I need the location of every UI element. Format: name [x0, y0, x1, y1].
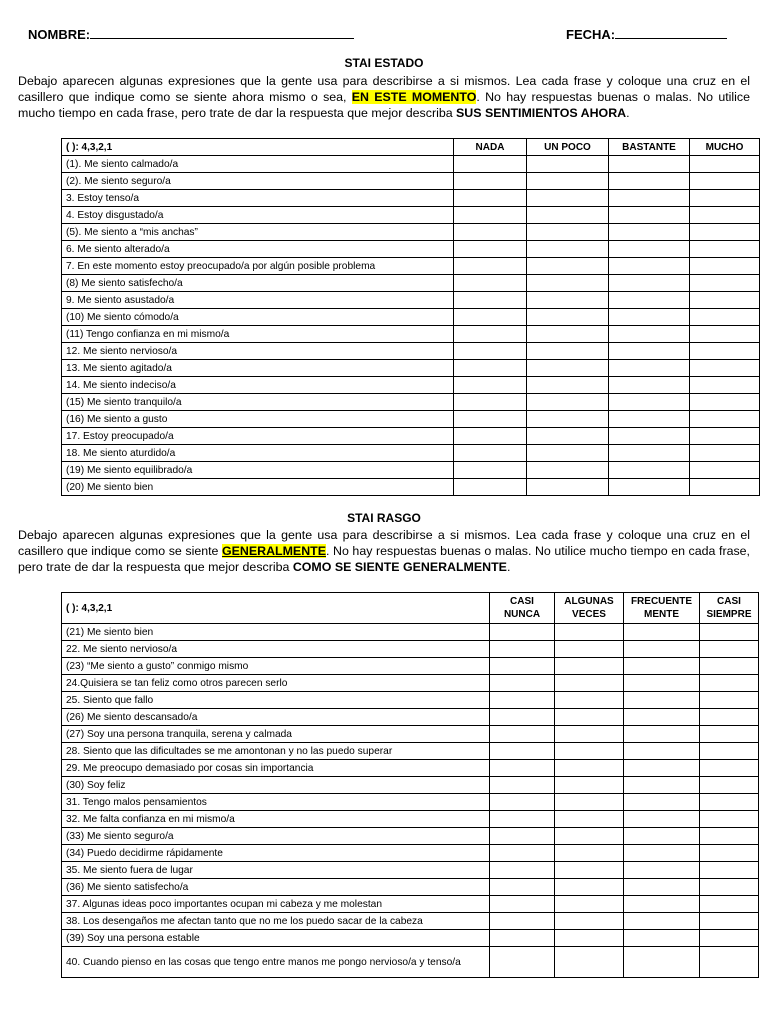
item-statement: (19) Me siento equilibrado/a [62, 462, 454, 479]
answer-cell-algunas-veces[interactable] [555, 658, 624, 675]
intro-estado-bold: SUS SENTIMIENTOS AHORA [456, 106, 627, 120]
answer-cell-casi-siempre[interactable] [700, 692, 759, 709]
answer-cell-mucho[interactable] [690, 258, 760, 275]
answer-cell-algunas-veces[interactable] [555, 811, 624, 828]
answer-cell-nada[interactable] [454, 377, 527, 394]
answer-cell-algunas-veces[interactable] [555, 879, 624, 896]
answer-cell-mucho[interactable] [690, 173, 760, 190]
answer-cell-un-poco[interactable] [527, 275, 609, 292]
answer-cell-mucho[interactable] [690, 377, 760, 394]
answer-cell-bastante[interactable] [609, 377, 690, 394]
table-row [62, 309, 760, 326]
answer-cell-frecuentemente[interactable] [624, 692, 700, 709]
answer-cell-casi-nunca[interactable] [490, 862, 555, 879]
answer-cell-mucho[interactable] [690, 207, 760, 224]
intro-estado-text-3: . [626, 106, 630, 120]
item-statement: 9. Me siento asustado/a [62, 292, 454, 309]
answer-cell-un-poco[interactable] [527, 326, 609, 343]
answer-cell-mucho[interactable] [690, 445, 760, 462]
answer-cell-algunas-veces[interactable] [555, 794, 624, 811]
scoring-legend-estado: ( ): 4,3,2,1 [62, 139, 454, 156]
table-row [62, 777, 759, 794]
answer-cell-nada[interactable] [454, 343, 527, 360]
column-header-frecuentemente: FRECUENTE MENTE [624, 593, 700, 624]
item-statement: (15) Me siento tranquilo/a [62, 394, 454, 411]
item-statement: 35. Me siento fuera de lugar [62, 862, 490, 879]
answer-cell-frecuentemente[interactable] [624, 794, 700, 811]
column-header-mucho: MUCHO [690, 139, 760, 156]
answer-cell-casi-nunca[interactable] [490, 709, 555, 726]
answer-cell-nada[interactable] [454, 326, 527, 343]
intro-estado-highlight: EN ESTE MOMENTO [351, 90, 477, 104]
answer-cell-frecuentemente[interactable] [624, 862, 700, 879]
answer-cell-un-poco[interactable] [527, 173, 609, 190]
answer-cell-casi-nunca[interactable] [490, 692, 555, 709]
item-statement: 18. Me siento aturdido/a [62, 445, 454, 462]
answer-cell-casi-siempre[interactable] [700, 896, 759, 913]
answer-cell-casi-nunca[interactable] [490, 811, 555, 828]
date-label: FECHA: [566, 27, 616, 42]
stai-rasgo-rows [62, 624, 759, 978]
answer-cell-mucho[interactable] [690, 275, 760, 292]
answer-cell-bastante[interactable] [609, 275, 690, 292]
intro-rasgo [18, 527, 750, 575]
item-statement: 32. Me falta confianza en mi mismo/a [62, 811, 490, 828]
answer-cell-un-poco[interactable] [527, 156, 609, 173]
answer-cell-un-poco[interactable] [527, 377, 609, 394]
answer-cell-casi-siempre[interactable] [700, 726, 759, 743]
answer-cell-bastante[interactable] [609, 156, 690, 173]
answer-cell-frecuentemente[interactable] [624, 624, 700, 641]
item-statement: 24.Quisiera se tan feliz como otros parecen serlo [62, 675, 490, 692]
table-row [62, 224, 760, 241]
answer-cell-mucho[interactable] [690, 343, 760, 360]
item-statement: 4. Estoy disgustado/a [62, 207, 454, 224]
answer-cell-un-poco[interactable] [527, 224, 609, 241]
answer-cell-casi-siempre[interactable] [700, 947, 759, 978]
item-statement: 13. Me siento agitado/a [62, 360, 454, 377]
answer-cell-mucho[interactable] [690, 224, 760, 241]
item-statement: (27) Soy una persona tranquila, serena y calmada [62, 726, 490, 743]
table-row [62, 828, 759, 845]
table-row [62, 726, 759, 743]
item-statement: 17. Estoy preocupado/a [62, 428, 454, 445]
answer-cell-casi-siempre[interactable] [700, 709, 759, 726]
answer-cell-frecuentemente[interactable] [624, 743, 700, 760]
answer-cell-frecuentemente[interactable] [624, 675, 700, 692]
table-row [62, 913, 759, 930]
answer-cell-casi-nunca[interactable] [490, 828, 555, 845]
table-row [62, 743, 759, 760]
answer-cell-casi-siempre[interactable] [700, 675, 759, 692]
answer-cell-nada[interactable] [454, 156, 527, 173]
answer-cell-casi-siempre[interactable] [700, 624, 759, 641]
table-row [62, 343, 760, 360]
answer-cell-mucho[interactable] [690, 326, 760, 343]
answer-cell-casi-siempre[interactable] [700, 828, 759, 845]
answer-cell-casi-nunca[interactable] [490, 913, 555, 930]
item-statement: (2). Me siento seguro/a [62, 173, 454, 190]
answer-cell-nada[interactable] [454, 258, 527, 275]
item-statement: (8) Me siento satisfecho/a [62, 275, 454, 292]
answer-cell-mucho[interactable] [690, 479, 760, 496]
answer-cell-bastante[interactable] [609, 445, 690, 462]
answer-cell-bastante[interactable] [609, 173, 690, 190]
answer-cell-nada[interactable] [454, 445, 527, 462]
item-statement: (20) Me siento bien [62, 479, 454, 496]
answer-cell-casi-nunca[interactable] [490, 879, 555, 896]
answer-cell-nada[interactable] [454, 241, 527, 258]
column-header-un-poco: UN POCO [527, 139, 609, 156]
table-row [62, 811, 759, 828]
answer-cell-casi-siempre[interactable] [700, 930, 759, 947]
answer-cell-casi-nunca[interactable] [490, 896, 555, 913]
item-statement: (34) Puedo decidirme rápidamente [62, 845, 490, 862]
answer-cell-nada[interactable] [454, 428, 527, 445]
answer-cell-nada[interactable] [454, 173, 527, 190]
answer-cell-casi-siempre[interactable] [700, 913, 759, 930]
answer-cell-un-poco[interactable] [527, 309, 609, 326]
answer-cell-nada[interactable] [454, 479, 527, 496]
answer-cell-bastante[interactable] [609, 326, 690, 343]
table-row [62, 173, 760, 190]
date-blank-line[interactable] [615, 26, 727, 39]
answer-cell-casi-nunca[interactable] [490, 777, 555, 794]
answer-cell-mucho[interactable] [690, 190, 760, 207]
answer-cell-bastante[interactable] [609, 207, 690, 224]
answer-cell-casi-nunca[interactable] [490, 760, 555, 777]
answer-cell-bastante[interactable] [609, 258, 690, 275]
item-statement: (5). Me siento a “mis anchas” [62, 224, 454, 241]
answer-cell-mucho[interactable] [690, 394, 760, 411]
item-statement: (11) Tengo confianza en mi mismo/a [62, 326, 454, 343]
answer-cell-casi-siempre[interactable] [700, 777, 759, 794]
answer-cell-nada[interactable] [454, 207, 527, 224]
answer-cell-un-poco[interactable] [527, 292, 609, 309]
table-row [62, 692, 759, 709]
intro-rasgo-text-1: Debajo aparecen algunas expresiones que la gente usa para describirse a si mismos. Lea cada frase y coloque una cruz en el casillero que indique como se siente [18, 528, 750, 558]
answer-cell-mucho[interactable] [690, 360, 760, 377]
scoring-legend-rasgo: ( ): 4,3,2,1 [62, 593, 490, 624]
answer-cell-un-poco[interactable] [527, 241, 609, 258]
answer-cell-algunas-veces[interactable] [555, 641, 624, 658]
answer-cell-algunas-veces[interactable] [555, 760, 624, 777]
answer-cell-nada[interactable] [454, 275, 527, 292]
answer-cell-frecuentemente[interactable] [624, 913, 700, 930]
answer-cell-casi-siempre[interactable] [700, 845, 759, 862]
answer-cell-algunas-veces[interactable] [555, 947, 624, 978]
answer-cell-casi-siempre[interactable] [700, 641, 759, 658]
item-statement: 38. Los desengaños me afectan tanto que no me los puedo sacar de la cabeza [62, 913, 490, 930]
answer-cell-frecuentemente[interactable] [624, 777, 700, 794]
item-statement: 12. Me siento nervioso/a [62, 343, 454, 360]
answer-cell-algunas-veces[interactable] [555, 777, 624, 794]
intro-rasgo-bold: COMO SE SIENTE GENERALMENTE [292, 560, 507, 574]
item-statement: 7. En este momento estoy preocupado/a por algún posible problema [62, 258, 454, 275]
item-statement: (10) Me siento cómodo/a [62, 309, 454, 326]
table-row [62, 930, 759, 947]
section-title-estado: STAI ESTADO [344, 56, 424, 70]
answer-cell-mucho[interactable] [690, 309, 760, 326]
stai-estado-table [61, 138, 760, 496]
date-field[interactable] [566, 26, 727, 42]
answer-cell-casi-nunca[interactable] [490, 743, 555, 760]
answer-cell-bastante[interactable] [609, 309, 690, 326]
answer-cell-frecuentemente[interactable] [624, 658, 700, 675]
table-row [62, 190, 760, 207]
table-row [62, 360, 760, 377]
answer-cell-mucho[interactable] [690, 292, 760, 309]
table-row [62, 658, 759, 675]
column-header-nada: NADA [454, 139, 527, 156]
answer-cell-casi-nunca[interactable] [490, 624, 555, 641]
answer-cell-un-poco[interactable] [527, 479, 609, 496]
answer-cell-bastante[interactable] [609, 479, 690, 496]
item-statement: (36) Me siento satisfecho/a [62, 879, 490, 896]
answer-cell-mucho[interactable] [690, 241, 760, 258]
answer-cell-algunas-veces[interactable] [555, 692, 624, 709]
answer-cell-frecuentemente[interactable] [624, 879, 700, 896]
answer-cell-algunas-veces[interactable] [555, 743, 624, 760]
answer-cell-nada[interactable] [454, 190, 527, 207]
answer-cell-un-poco[interactable] [527, 258, 609, 275]
table-row [62, 258, 760, 275]
column-header-casi-nunca: CASI NUNCA [490, 593, 555, 624]
answer-cell-bastante[interactable] [609, 292, 690, 309]
answer-cell-un-poco[interactable] [527, 411, 609, 428]
table-row [62, 624, 759, 641]
answer-cell-algunas-veces[interactable] [555, 675, 624, 692]
answer-cell-casi-siempre[interactable] [700, 743, 759, 760]
answer-cell-mucho[interactable] [690, 411, 760, 428]
answer-cell-algunas-veces[interactable] [555, 709, 624, 726]
item-statement: 29. Me preocupo demasiado por cosas sin importancia [62, 760, 490, 777]
table-row [62, 207, 760, 224]
answer-cell-algunas-veces[interactable] [555, 828, 624, 845]
answer-cell-frecuentemente[interactable] [624, 760, 700, 777]
table-row [62, 641, 759, 658]
item-statement: (1). Me siento calmado/a [62, 156, 454, 173]
table-row [62, 156, 760, 173]
stai-estado-rows [62, 156, 760, 496]
table-row [62, 479, 760, 496]
answer-cell-frecuentemente[interactable] [624, 709, 700, 726]
item-statement: (30) Soy feliz [62, 777, 490, 794]
answer-cell-bastante[interactable] [609, 394, 690, 411]
answer-cell-bastante[interactable] [609, 428, 690, 445]
answer-cell-casi-nunca[interactable] [490, 726, 555, 743]
answer-cell-mucho[interactable] [690, 156, 760, 173]
table-row [62, 445, 760, 462]
answer-cell-bastante[interactable] [609, 224, 690, 241]
answer-cell-nada[interactable] [454, 360, 527, 377]
table-row [62, 394, 760, 411]
answer-cell-bastante[interactable] [609, 343, 690, 360]
answer-cell-casi-siempre[interactable] [700, 862, 759, 879]
table-row [62, 896, 759, 913]
item-statement: (21) Me siento bien [62, 624, 490, 641]
answer-cell-frecuentemente[interactable] [624, 947, 700, 978]
answer-cell-frecuentemente[interactable] [624, 726, 700, 743]
item-statement: 22. Me siento nervioso/a [62, 641, 490, 658]
section-title-rasgo: STAI RASGO [347, 511, 421, 525]
answer-cell-un-poco[interactable] [527, 207, 609, 224]
answer-cell-frecuentemente[interactable] [624, 845, 700, 862]
answer-cell-un-poco[interactable] [527, 394, 609, 411]
intro-estado [18, 73, 750, 121]
answer-cell-un-poco[interactable] [527, 360, 609, 377]
item-statement: 40. Cuando pienso en las cosas que tengo entre manos me pongo nervioso/a y tenso/a [62, 947, 490, 978]
item-statement: 37. Algunas ideas poco importantes ocupan mi cabeza y me molestan [62, 896, 490, 913]
table-row [62, 292, 760, 309]
table-row [62, 879, 759, 896]
answer-cell-mucho[interactable] [690, 462, 760, 479]
table-row [62, 709, 759, 726]
name-label: NOMBRE: [28, 27, 91, 42]
answer-cell-bastante[interactable] [609, 190, 690, 207]
answer-cell-frecuentemente[interactable] [624, 641, 700, 658]
answer-cell-algunas-veces[interactable] [555, 726, 624, 743]
answer-cell-casi-siempre[interactable] [700, 794, 759, 811]
answer-cell-casi-nunca[interactable] [490, 658, 555, 675]
answer-cell-frecuentemente[interactable] [624, 828, 700, 845]
answer-cell-algunas-veces[interactable] [555, 896, 624, 913]
table-row [62, 428, 760, 445]
intro-estado-text-2: . No hay respuestas buenas o malas. No utilice mucho tiempo en cada frase, pero trate de dar la respuesta que mejor describa [18, 90, 750, 120]
answer-cell-frecuentemente[interactable] [624, 930, 700, 947]
answer-cell-casi-nunca[interactable] [490, 675, 555, 692]
table-row [62, 760, 759, 777]
answer-cell-casi-siempre[interactable] [700, 879, 759, 896]
answer-cell-casi-nunca[interactable] [490, 947, 555, 978]
answer-cell-algunas-veces[interactable] [555, 862, 624, 879]
item-statement: 28. Siento que las dificultades se me amontonan y no las puedo superar [62, 743, 490, 760]
answer-cell-nada[interactable] [454, 224, 527, 241]
table-row [62, 377, 760, 394]
answer-cell-un-poco[interactable] [527, 445, 609, 462]
answer-cell-algunas-veces[interactable] [555, 913, 624, 930]
answer-cell-algunas-veces[interactable] [555, 845, 624, 862]
table-row [62, 845, 759, 862]
table-row [62, 326, 760, 343]
answer-cell-casi-siempre[interactable] [700, 658, 759, 675]
table-row [62, 794, 759, 811]
item-statement: 6. Me siento alterado/a [62, 241, 454, 258]
answer-cell-un-poco[interactable] [527, 428, 609, 445]
answer-cell-un-poco[interactable] [527, 462, 609, 479]
item-statement: (26) Me siento descansado/a [62, 709, 490, 726]
item-statement: 31. Tengo malos pensamientos [62, 794, 490, 811]
stai-rasgo-table [61, 592, 759, 978]
answer-cell-un-poco[interactable] [527, 343, 609, 360]
table-row [62, 241, 760, 258]
answer-cell-nada[interactable] [454, 292, 527, 309]
answer-cell-nada[interactable] [454, 309, 527, 326]
table-row [62, 947, 759, 978]
answer-cell-bastante[interactable] [609, 462, 690, 479]
table-row [62, 275, 760, 292]
answer-cell-casi-nunca[interactable] [490, 641, 555, 658]
name-field[interactable] [28, 26, 354, 42]
intro-estado-text-1: Debajo aparecen algunas expresiones que la gente usa para describirse a si mismos. Lea cada frase y coloque una cruz en el casillero que indique como se siente ahora mismo o sea, [18, 74, 750, 104]
item-statement: (16) Me siento a gusto [62, 411, 454, 428]
answer-cell-casi-siempre[interactable] [700, 760, 759, 777]
item-statement: (33) Me siento seguro/a [62, 828, 490, 845]
column-header-algunas-veces: ALGUNAS VECES [555, 593, 624, 624]
table-row [62, 462, 760, 479]
answer-cell-frecuentemente[interactable] [624, 896, 700, 913]
table-row [62, 675, 759, 692]
answer-cell-casi-nunca[interactable] [490, 845, 555, 862]
answer-cell-algunas-veces[interactable] [555, 930, 624, 947]
intro-rasgo-text-3: . [506, 560, 511, 574]
intro-rasgo-highlight: GENERALMENTE [222, 544, 326, 558]
answer-cell-bastante[interactable] [609, 360, 690, 377]
item-statement: (23) “Me siento a gusto” conmigo mismo [62, 658, 490, 675]
table-row [62, 411, 760, 428]
item-statement: 3. Estoy tenso/a [62, 190, 454, 207]
answer-cell-un-poco[interactable] [527, 190, 609, 207]
item-statement: 14. Me siento indeciso/a [62, 377, 454, 394]
item-statement: (39) Soy una persona estable [62, 930, 490, 947]
answer-cell-nada[interactable] [454, 394, 527, 411]
answer-cell-nada[interactable] [454, 462, 527, 479]
answer-cell-mucho[interactable] [690, 428, 760, 445]
answer-cell-casi-nunca[interactable] [490, 930, 555, 947]
item-statement: 25. Siento que fallo [62, 692, 490, 709]
answer-cell-casi-nunca[interactable] [490, 794, 555, 811]
answer-cell-bastante[interactable] [609, 241, 690, 258]
answer-cell-nada[interactable] [454, 411, 527, 428]
column-header-bastante: BASTANTE [609, 139, 690, 156]
column-header-casi-siempre: CASI SIEMPRE [700, 593, 759, 624]
answer-cell-frecuentemente[interactable] [624, 811, 700, 828]
name-blank-line[interactable] [90, 26, 354, 39]
intro-rasgo-text-2: . No hay respuestas buenas o malas. No utilice mucho tiempo en cada frase, pero trate de dar la respuesta que mejor describa [18, 544, 750, 574]
answer-cell-bastante[interactable] [609, 411, 690, 428]
table-row [62, 862, 759, 879]
answer-cell-algunas-veces[interactable] [555, 624, 624, 641]
answer-cell-casi-siempre[interactable] [700, 811, 759, 828]
